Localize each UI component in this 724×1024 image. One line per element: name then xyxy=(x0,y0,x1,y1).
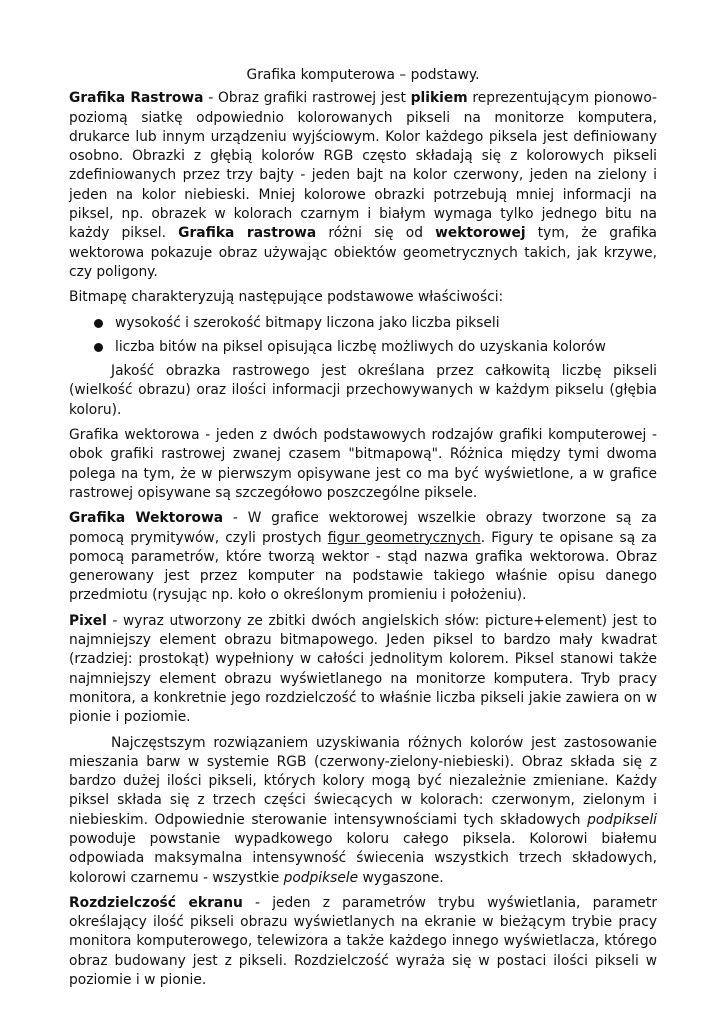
term-screen-resolution: Rozdzielczość ekranu xyxy=(69,894,243,911)
term-raster-graphics: Grafika Rastrowa xyxy=(69,90,204,107)
text-span: - W grafice wektorowej wszelkie obrazy tworzone są za pomocą prymitywów, czyli prostych xyxy=(69,510,657,546)
paragraph-rgb xyxy=(69,734,657,888)
bitmap-properties-list xyxy=(69,314,657,358)
text-span: powoduje powstanie wypadkowego koloru całego piksela. Kolorowi białemu odpowiada maksymalna intensywność świecenia wszystkich trzech składowych, kolorowi czarnemu - wszystkie xyxy=(69,830,657,886)
text-span: wygaszone. xyxy=(358,869,444,886)
text-span: tym, że grafika wektorowa pokazuje obraz używając obiektów geometrycznych takich, jak krzywe, czy poligony. xyxy=(69,225,657,280)
text-span: różni się od xyxy=(316,225,436,242)
document-body xyxy=(69,66,657,996)
paragraph-bitmap-intro: Bitmapę charakteryzują następujące podstawowe właściwości: xyxy=(69,289,504,306)
term-raster-graphics-2: Grafika rastrowa xyxy=(178,225,317,242)
paragraph-pixel xyxy=(69,612,657,728)
term-pixel: Pixel xyxy=(69,612,107,629)
paragraph-vector-graphics xyxy=(69,509,657,605)
term-subpixels: podpikseli xyxy=(587,811,657,828)
paragraph-vector-intro: Grafika wektorowa - jeden z dwóch podstawowych rodzajów grafiki komputerowej - obok grafiki rastrowej zwanej czasem "bitmapową". Różnica między tymi dwoma polega na tym, że w pierwszym opisywane jest co ma być wyświetlone, a w grafice rastrowej opisywane są szczegółowo poszczególne piksele. xyxy=(69,427,657,501)
term-vector: wektorowej xyxy=(435,225,526,242)
list-item xyxy=(69,314,657,333)
list-item-text: liczba bitów na piksel opisująca liczbę możliwych do uzyskania kolorów xyxy=(115,338,606,355)
term-file: plikiem xyxy=(410,90,468,107)
term-vector-graphics: Grafika Wektorowa xyxy=(69,510,224,527)
text-span: - Obraz grafiki rastrowej jest xyxy=(203,90,411,107)
text-span: - jeden z parametrów trybu wyświetlania, parametr określający ilość pikseli obrazu wyświetlanych na ekranie w bieżącym trybie pracy monitora komputerowego, telewizora a także każdego innego wyświetlacza, którego obraz budowany jest z pikseli. Rozdzielczość wyraża się w postaci ilości pikseli w poziomie i w pionie. xyxy=(69,894,657,989)
text-span: . Figury te opisane są za pomocą parametrów, które tworzą wektor - stąd nazwa grafika wektorowa. Obraz generowany jest przez komputer na podstawie takiego właśnie opisu danego przedmiotu (rysując np. koło o określonym promieniu i położeniu). xyxy=(69,529,657,604)
paragraph-quality: Jakość obrazka rastrowego jest określana przez całkowitą liczbę pikseli (wielkość obrazu) oraz ilości informacji przechowywanych w każdym pikselu (głębia koloru). xyxy=(69,363,657,418)
bullet-icon xyxy=(94,319,103,328)
list-item-text: wysokość i szerokość bitmapy liczona jako liczba pikseli xyxy=(115,314,500,331)
list-item xyxy=(69,338,657,357)
text-span: reprezentującym pionowo-poziomą siatkę odpowiednio kolorowanych pikseli na monitorze komputera, drukarce lub innym urządzeniu wyjściowym. Kolor każdego piksela jest definiowany osobno. Obrazki z głębią kolorów RGB często składają się z kolorowych pikseli zdefiniowanych przez trzy bajty - jeden bajt na kolor czerwony, jeden na zielony i jeden na kolor niebieski. Mniej kolorowe obrazki potrzebują mniej informacji na piksel, np. obrazek w kolorach czarnym i białym wymaga tylko jednego bitu na każdy piksel. xyxy=(69,90,657,242)
text-span: - wyraz utworzony ze zbitki dwóch angielskich słów: picture+element) jest to najmniejszy element obrazu bitmapowego. Jeden piksel to bardzo mały kwadrat (rzadziej: prostokąt) wypełniony w całości jednolitym kolorem. Piksel stanowi także najmniejszy element obrazu wyświetlanego na monitorze komputera. Tryb pracy monitora, a konkretnie jego rozdzielczość to właśnie liczba pikseli jakie zawiera on w pionie i poziomie. xyxy=(69,612,657,726)
document-title: Grafika komputerowa – podstawy. xyxy=(246,67,480,83)
bullet-icon xyxy=(94,343,103,352)
paragraph-resolution xyxy=(69,894,657,990)
term-subpixels-2: podpiksele xyxy=(283,869,359,886)
link-geometric-figures[interactable]: figur geometrycznych xyxy=(327,529,481,546)
text-span: Najczęstszym rozwiązaniem uzyskiwania różnych kolorów jest zastosowanie mieszania barw w systemie RGB (czerwony-zielony-niebieski). Obraz składa się z bardzo dużej ilości pikseli, których kolory mogą być niezależnie zmieniane. Każdy piksel składa się z trzech części świecących w kolorach: czerwonym, zielonym i niebieskim. Odpowiednie sterowanie intensywnościami tych składowych xyxy=(69,734,657,828)
paragraph-raster-graphics xyxy=(69,89,657,282)
